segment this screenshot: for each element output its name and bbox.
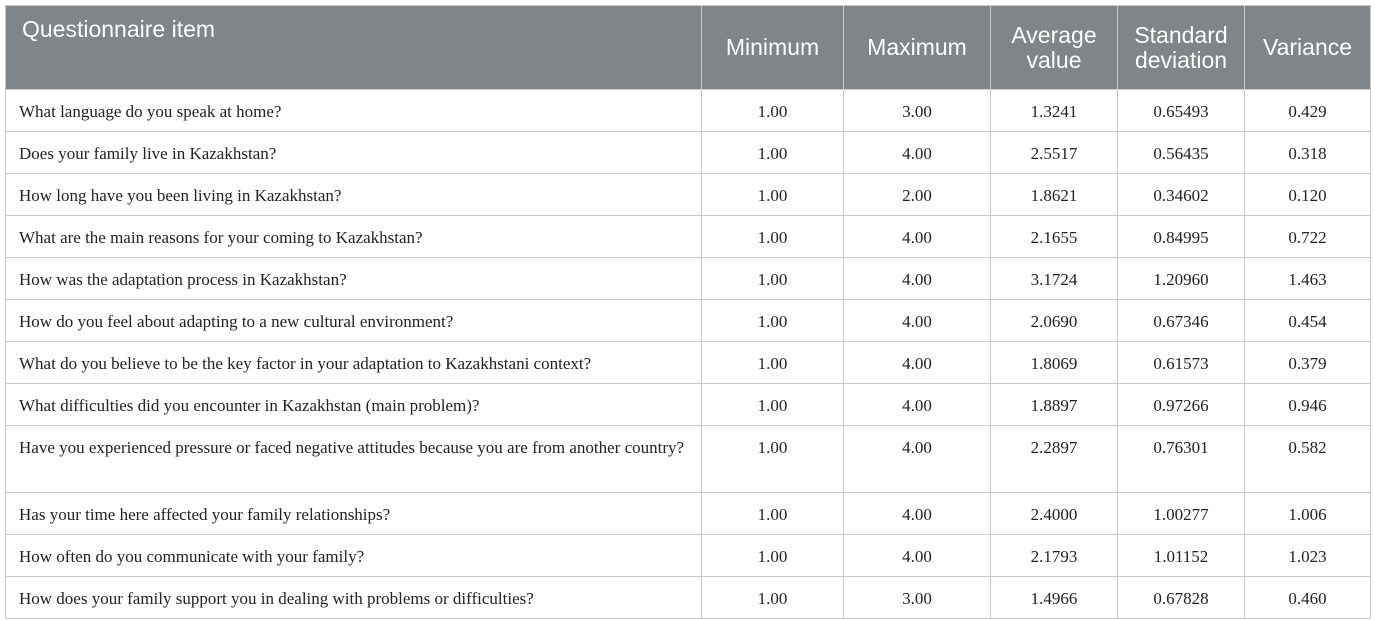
- cell-minimum: 1.00: [702, 300, 844, 342]
- table-row: [6, 216, 1371, 258]
- cell-average: 2.1655: [991, 216, 1118, 258]
- cell-variance: 0.722: [1245, 216, 1371, 258]
- cell-std-dev: 0.67828: [1118, 577, 1245, 619]
- header-average-value: Average value: [991, 6, 1118, 90]
- cell-maximum: 4.00: [844, 258, 991, 300]
- cell-variance: 1.023: [1245, 535, 1371, 577]
- cell-minimum: 1.00: [702, 493, 844, 535]
- cell-item: What difficulties did you encounter in Kazakhstan (main problem)?: [6, 384, 702, 426]
- cell-minimum: 1.00: [702, 577, 844, 619]
- cell-item: How was the adaptation process in Kazakhstan?: [6, 258, 702, 300]
- cell-item: How long have you been living in Kazakhstan?: [6, 174, 702, 216]
- cell-minimum: 1.00: [702, 384, 844, 426]
- table-header: [6, 6, 1371, 90]
- cell-variance: 0.120: [1245, 174, 1371, 216]
- cell-average: 1.8621: [991, 174, 1118, 216]
- cell-std-dev: 0.56435: [1118, 132, 1245, 174]
- cell-std-dev: 1.01152: [1118, 535, 1245, 577]
- table-row: [6, 342, 1371, 384]
- cell-variance: 0.582: [1245, 426, 1371, 493]
- cell-std-dev: 0.34602: [1118, 174, 1245, 216]
- cell-std-dev: 1.00277: [1118, 493, 1245, 535]
- cell-std-dev: 0.65493: [1118, 90, 1245, 132]
- table-row: [6, 577, 1371, 619]
- cell-std-dev: 0.76301: [1118, 426, 1245, 493]
- cell-item: Have you experienced pressure or faced negative attitudes because you are from another country?: [6, 426, 702, 493]
- cell-maximum: 4.00: [844, 493, 991, 535]
- cell-variance: 0.460: [1245, 577, 1371, 619]
- cell-std-dev: 1.20960: [1118, 258, 1245, 300]
- cell-minimum: 1.00: [702, 258, 844, 300]
- table-body: [6, 90, 1371, 619]
- cell-item: What language do you speak at home?: [6, 90, 702, 132]
- cell-std-dev: 0.61573: [1118, 342, 1245, 384]
- header-minimum: Minimum: [702, 6, 844, 90]
- cell-maximum: 4.00: [844, 342, 991, 384]
- cell-item: Does your family live in Kazakhstan?: [6, 132, 702, 174]
- cell-average: 2.2897: [991, 426, 1118, 493]
- cell-variance: 1.006: [1245, 493, 1371, 535]
- cell-minimum: 1.00: [702, 535, 844, 577]
- cell-item: What are the main reasons for your coming to Kazakhstan?: [6, 216, 702, 258]
- cell-average: 1.8069: [991, 342, 1118, 384]
- cell-variance: 1.463: [1245, 258, 1371, 300]
- cell-item: What do you believe to be the key factor in your adaptation to Kazakhstani context?: [6, 342, 702, 384]
- cell-variance: 0.429: [1245, 90, 1371, 132]
- table-row: [6, 535, 1371, 577]
- cell-maximum: 4.00: [844, 384, 991, 426]
- cell-variance: 0.379: [1245, 342, 1371, 384]
- cell-variance: 0.454: [1245, 300, 1371, 342]
- statistics-table: [5, 5, 1371, 619]
- table-row: [6, 90, 1371, 132]
- header-standard-deviation: Standard deviation: [1118, 6, 1245, 90]
- cell-maximum: 2.00: [844, 174, 991, 216]
- header-questionnaire-item: Questionnaire item: [6, 6, 702, 90]
- table-row: [6, 493, 1371, 535]
- cell-std-dev: 0.84995: [1118, 216, 1245, 258]
- cell-maximum: 4.00: [844, 132, 991, 174]
- cell-minimum: 1.00: [702, 132, 844, 174]
- cell-minimum: 1.00: [702, 342, 844, 384]
- cell-maximum: 3.00: [844, 577, 991, 619]
- cell-minimum: 1.00: [702, 90, 844, 132]
- table-row: [6, 384, 1371, 426]
- cell-average: 1.3241: [991, 90, 1118, 132]
- cell-average: 2.5517: [991, 132, 1118, 174]
- cell-item: How do you feel about adapting to a new cultural environment?: [6, 300, 702, 342]
- cell-std-dev: 0.67346: [1118, 300, 1245, 342]
- cell-variance: 0.318: [1245, 132, 1371, 174]
- cell-item: How often do you communicate with your family?: [6, 535, 702, 577]
- cell-average: 3.1724: [991, 258, 1118, 300]
- header-maximum: Maximum: [844, 6, 991, 90]
- cell-average: 1.8897: [991, 384, 1118, 426]
- cell-maximum: 4.00: [844, 535, 991, 577]
- cell-item: How does your family support you in dealing with problems or difficulties?: [6, 577, 702, 619]
- cell-minimum: 1.00: [702, 174, 844, 216]
- cell-maximum: 4.00: [844, 426, 991, 493]
- cell-average: 1.4966: [991, 577, 1118, 619]
- table-row: [6, 258, 1371, 300]
- table-row: [6, 300, 1371, 342]
- cell-maximum: 4.00: [844, 216, 991, 258]
- header-variance: Variance: [1245, 6, 1371, 90]
- table-row: [6, 426, 1371, 493]
- cell-maximum: 4.00: [844, 300, 991, 342]
- table-row: [6, 132, 1371, 174]
- cell-maximum: 3.00: [844, 90, 991, 132]
- cell-std-dev: 0.97266: [1118, 384, 1245, 426]
- cell-average: 2.0690: [991, 300, 1118, 342]
- cell-average: 2.1793: [991, 535, 1118, 577]
- cell-variance: 0.946: [1245, 384, 1371, 426]
- cell-minimum: 1.00: [702, 216, 844, 258]
- cell-item: Has your time here affected your family relationships?: [6, 493, 702, 535]
- table-row: [6, 174, 1371, 216]
- cell-minimum: 1.00: [702, 426, 844, 493]
- cell-average: 2.4000: [991, 493, 1118, 535]
